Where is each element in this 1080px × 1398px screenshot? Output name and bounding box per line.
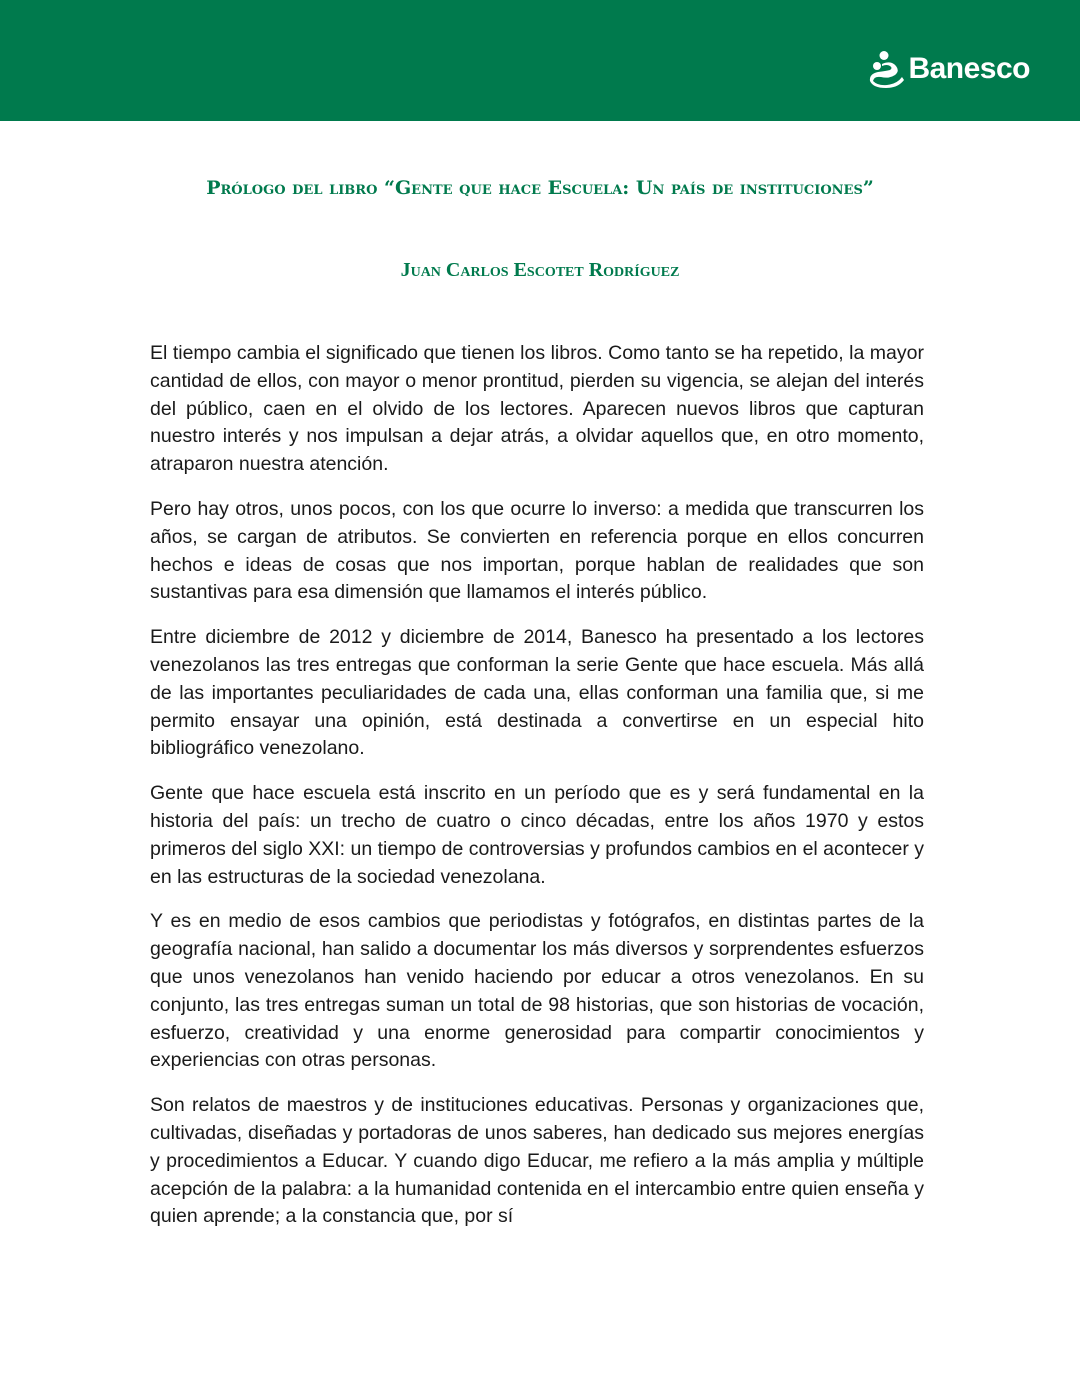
paragraph: Y es en medio de esos cambios que periodistas y fotógrafos, en distintas partes de la geografía nacional, han salido a documentar los más diversos y sorprendentes esfuerzos que unos venezolanos han venido haciendo por educar a otros venezolanos. En su conjunto, las tres entregas suman un total de 98 historias, que son historias de vocación, esfuerzo, creatividad y una enorme generosidad para compartir conocimientos y experiencias con otras personas. xyxy=(150,910,924,1072)
brand-name: Banesco xyxy=(908,52,1030,85)
body-text xyxy=(150,340,924,1231)
brand-logo xyxy=(869,50,1030,88)
paragraph: Entre diciembre de 2012 y diciembre de 2014, Banesco ha presentado a los lectores venezolanos las tres entregas que conforman la serie Gente que hace escuela. Más allá de las importantes peculiaridades de cada una, ellas conforman una familia que, si me permito ensayar una opinión, está destinada a convertirse en un especial hito bibliográfico venezolano. xyxy=(150,626,924,760)
paragraph: Gente que hace escuela está inscrito en un período que es y será fundamental en la historia del país: un trecho de cuatro o cinco décadas, entre los años 1970 y estos primeros del siglo XXI: un tiempo de controversias y profundos cambios en el acontecer y en las estructuras de la sociedad venezolana. xyxy=(150,782,924,888)
document-title: Prólogo del libro “Gente que hace Escuela: Un país de instituciones” xyxy=(206,177,874,199)
header-band xyxy=(0,0,1080,121)
paragraph: Son relatos de maestros y de instituciones educativas. Personas y organizaciones que, cultivadas, diseñadas y portadoras de unos saberes, han dedicado sus mejores energías y procedimientos a Educar. Y cuando digo Educar, me refiero a la más amplia y múltiple acepción de la palabra: a la humanidad contenida en el intercambio entre quien enseña y quien aprende; a la constancia que, por sí xyxy=(150,1094,924,1228)
document-author: Juan Carlos Escotet Rodríguez xyxy=(400,259,680,281)
banesco-logo-icon xyxy=(869,50,905,88)
paragraph: El tiempo cambia el significado que tienen los libros. Como tanto se ha repetido, la mayor cantidad de ellos, con mayor o menor prontitud, pierden su vigencia, se alejan del interés del público, caen en el olvido de los lectores. Aparecen nuevos libros que capturan nuestro interés y nos impulsan a dejar atrás, a olvidar aquellos que, en otro momento, atraparon nuestra atención. xyxy=(150,342,924,476)
paragraph: Pero hay otros, unos pocos, con los que ocurre lo inverso: a medida que transcurren los años, se cargan de atributos. Se convierten en referencia porque en ellos concurren hechos e ideas de cosas que nos importan, porque hablan de realidades que son sustantivas para esa dimensión que llamamos el interés público. xyxy=(150,497,924,604)
